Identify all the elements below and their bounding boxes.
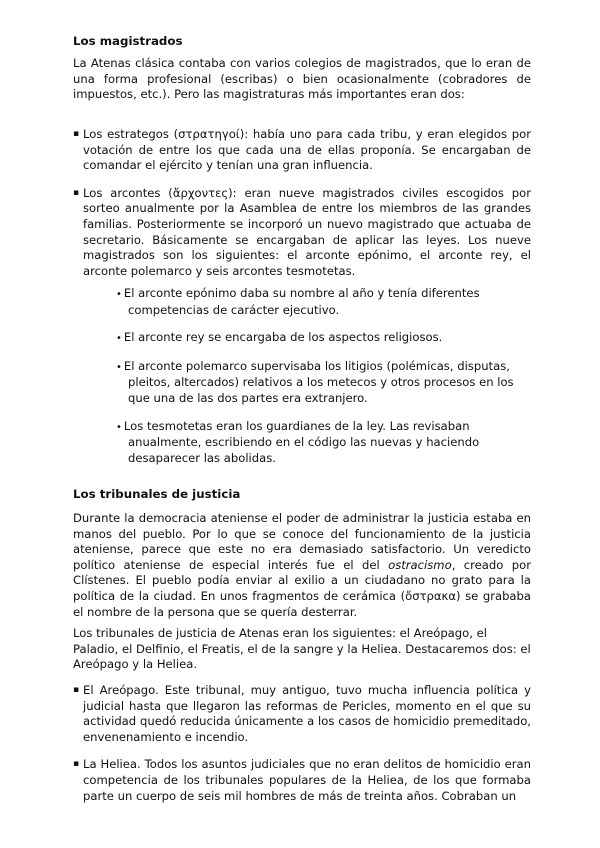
tribunales-paragraph-2: Los tribunales de justicia de Atenas eran los siguientes: el Areópago, el Paladio, el Delfinio, el Freatis, el de la sangre y la Heliea. Destacaremos dos: el Areópago y la Heliea. [73, 626, 531, 672]
sublist-item [108, 286, 533, 318]
magistrates-list [73, 127, 531, 279]
bullet-icon: • [116, 361, 122, 373]
list-item-arcontes [73, 186, 531, 280]
emphasis-ostracismo: ostracismo [388, 557, 452, 572]
sublist-item-text: El arconte polemarco supervisaba los litigios (polémicas, disputas, pleitos, altercados) relativos a los metecos y otros procesos en los que una de las dos partes era extranjero. [123, 358, 514, 405]
sublist-item-text: El arconte rey se encargaba de los aspectos religiosos. [123, 330, 443, 345]
arcontes-sublist [108, 286, 533, 466]
sublist-item [108, 330, 533, 347]
list-item-areopago [73, 683, 531, 745]
list-item-text: Los estrategos (στρατηγοί): había uno para cada tribu, y eran elegidos por votación de entre los que cada una de ellas proponía. Se encargaban de comandar el ejército y tenían una gran influencia. [83, 127, 531, 173]
sublist-item-text: Los tesmotetas eran los guardianes de la ley. Las revisaban anualmente, escribiendo en el código las nuevas y haciendo desaparecer las abolidas. [123, 418, 480, 465]
square-bullet-icon: ▪ [73, 187, 80, 198]
bullet-icon: • [116, 289, 122, 300]
list-item-text: La Heliea. Todos los asuntos judiciales que no eran delitos de homicidio eran competencia de los tribunales populares de la Heliea, de los que formaba parte un cuerpo de seis mil hombres de más de treinta años. Cobraban un [83, 757, 531, 803]
list-item-estrategos [73, 127, 531, 174]
tribunales-paragraph-1: Durante la democracia ateniense el poder de administrar la justicia estaba en manos del pueblo. Por lo que se conoce del funcionamiento de la justicia ateniense, parece que este no era demasiado satisfactorio. Un veredicto político ateniense de especial interés fue el del ostracismo, creado por Clístenes. El pueblo podía enviar al exilio a un ciudadano no grato para la política de la ciudad. En unos fragmentos de cerámica (ὄστρακα) se grababa el nombre de la persona que se quería desterrar. [73, 511, 531, 619]
sublist-item [108, 419, 533, 467]
section-title-magistrados: Los magistrados [73, 34, 183, 48]
bullet-icon: • [116, 421, 122, 433]
bullet-icon: • [116, 333, 122, 345]
square-bullet-icon: ▪ [73, 685, 80, 695]
sublist-item-text: El arconte epónimo daba su nombre al año y tenía diferentes competencias de carácter ejecutivo. [123, 286, 480, 317]
list-item-text: El Areópago. Este tribunal, muy antiguo, tuvo mucha influencia política y judicial hasta que llegaron las reformas de Pericles, momento en el que su actividad quedó reducida únicamente a los casos de homicidio premeditado, envenenamiento e incendio. [83, 683, 531, 744]
list-item-text: Los arcontes (ἄρχοντες): eran nueve magistrados civiles escogidos por sorteo anualmente por la Asamblea de entre los miembros de las grandes familias. Posteriormente se incorporó un nuevo magistrado que actuaba de secretario. Básicamente se encargaban de aplicar las leyes. Los nueve magistrados son los siguientes: el arconte epónimo, el arconte rey, el arconte polemarco y seis arcontes tesmotetas. [83, 185, 531, 278]
section-title-tribunales: Los tribunales de justicia [73, 487, 241, 501]
tribunales-list [73, 683, 531, 804]
square-bullet-icon: ▪ [73, 129, 80, 139]
intro-paragraph: La Atenas clásica contaba con varios colegios de magistrados, que lo eran de una forma profesional (escribas) o bien ocasionalmente (cobradores de impuestos, etc.). Pero las magistraturas más importantes eran dos: [73, 56, 531, 102]
sublist-item [108, 359, 533, 407]
square-bullet-icon: ▪ [73, 759, 80, 770]
list-item-heliea [73, 757, 531, 804]
